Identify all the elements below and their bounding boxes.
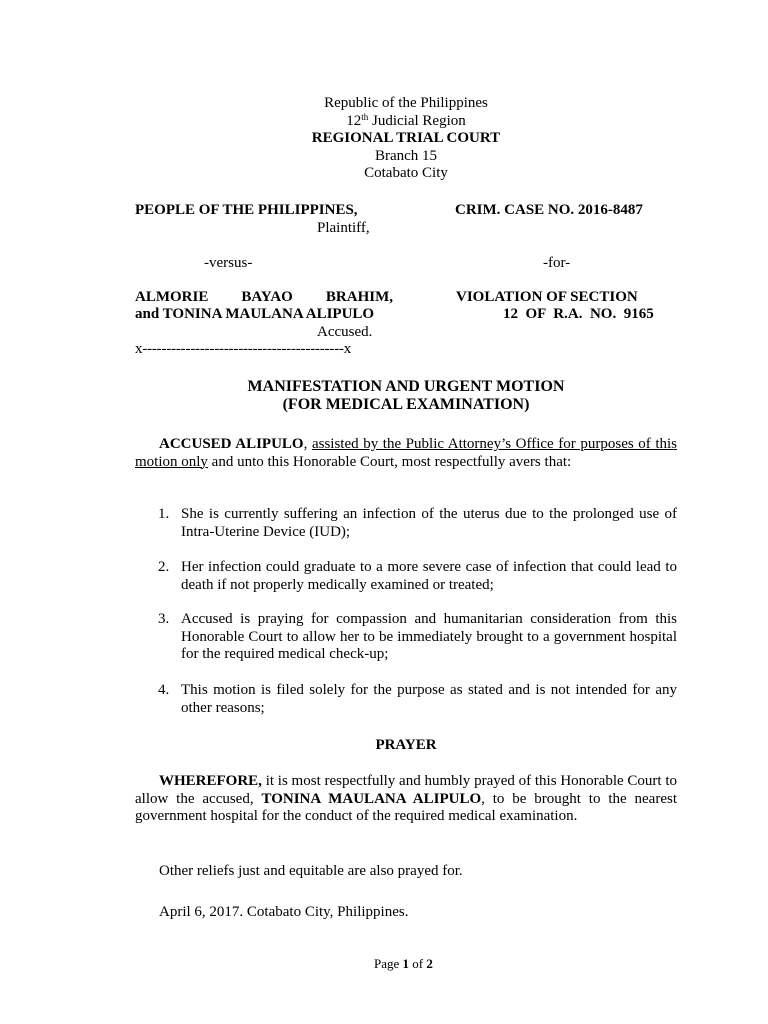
list-item: 1. She is currently suffering an infection of the uterus due to the prolonged use of Intra-Uterine Device (IUD); (158, 506, 677, 540)
motion-title (0, 378, 768, 413)
plaintiff-role: Plaintiff, (317, 220, 370, 236)
accused-line-1: ALMORIE BAYAO BRAHIM, (135, 289, 393, 305)
list-item: 4. This motion is filed solely for the purpose as stated and is not intended for any other reasons; (158, 682, 677, 716)
accused-line-2: and TONINA MAULANA ALIPULO (135, 306, 375, 322)
prayer-paragraph: WHEREFORE, it is most respectfully and humbly prayed of this Honorable Court to allow the accused, TONINA MAULANA ALIPULO, to be brought to the nearest government hospital for the conduct of the required medical examination. (135, 773, 678, 824)
list-item: 2. Her infection could graduate to a more severe case of infection that could lead to death if not properly medically examined or treated; (158, 559, 677, 593)
pao-assistance-text: assisted by the Public Attorney’s Office for purposes of this motion only (135, 436, 678, 470)
case-number: CRIM. CASE NO. 2016-8487 (455, 202, 643, 218)
offense-line-1: VIOLATION OF SECTION (456, 289, 638, 305)
court-name: REGIONAL TRIAL COURT (311, 130, 501, 146)
caption-separator: x------------------------------------------x (135, 341, 351, 357)
intro-paragraph: ACCUSED ALIPULO, assisted by the Public Attorney’s Office for purposes of this motion only and unto this Honorable Court, most respectfully avers that: (135, 436, 678, 470)
plaintiff-name: PEOPLE OF THE PHILIPPINES, (135, 202, 358, 218)
other-reliefs-line: Other reliefs just and equitable are also prayed for. (159, 863, 463, 879)
region-line: 12th Judicial Region (346, 111, 466, 129)
offense-line-2: 12 OF R.A. NO. 9165 (503, 306, 654, 322)
for-label: -for- (543, 255, 571, 271)
motion-title-line-1: MANIFESTATION AND URGENT MOTION (247, 378, 565, 395)
versus-label: -versus- (204, 255, 253, 271)
date-place-line: April 6, 2017. Cotabato City, Philippines. (159, 904, 409, 920)
motion-title-line-2: (FOR MEDICAL EXAMINATION) (282, 395, 530, 413)
city-line: Cotabato City (364, 165, 448, 181)
court-header (0, 95, 768, 183)
branch-line: Branch 15 (374, 147, 438, 164)
accused-name: TONINA MAULANA ALIPULO (261, 790, 482, 807)
accused-role: Accused. (317, 324, 373, 340)
list-item: 3. Accused is praying for compassion and humanitarian consideration from this Honorable Court to allow her to be immediately brought to a government hospital for the required medical check-up; (158, 611, 677, 662)
prayer-heading: PRAYER (375, 737, 437, 753)
page-number: Page 1 of 2 (374, 956, 433, 971)
republic-line: Republic of the Philippines (324, 95, 488, 111)
